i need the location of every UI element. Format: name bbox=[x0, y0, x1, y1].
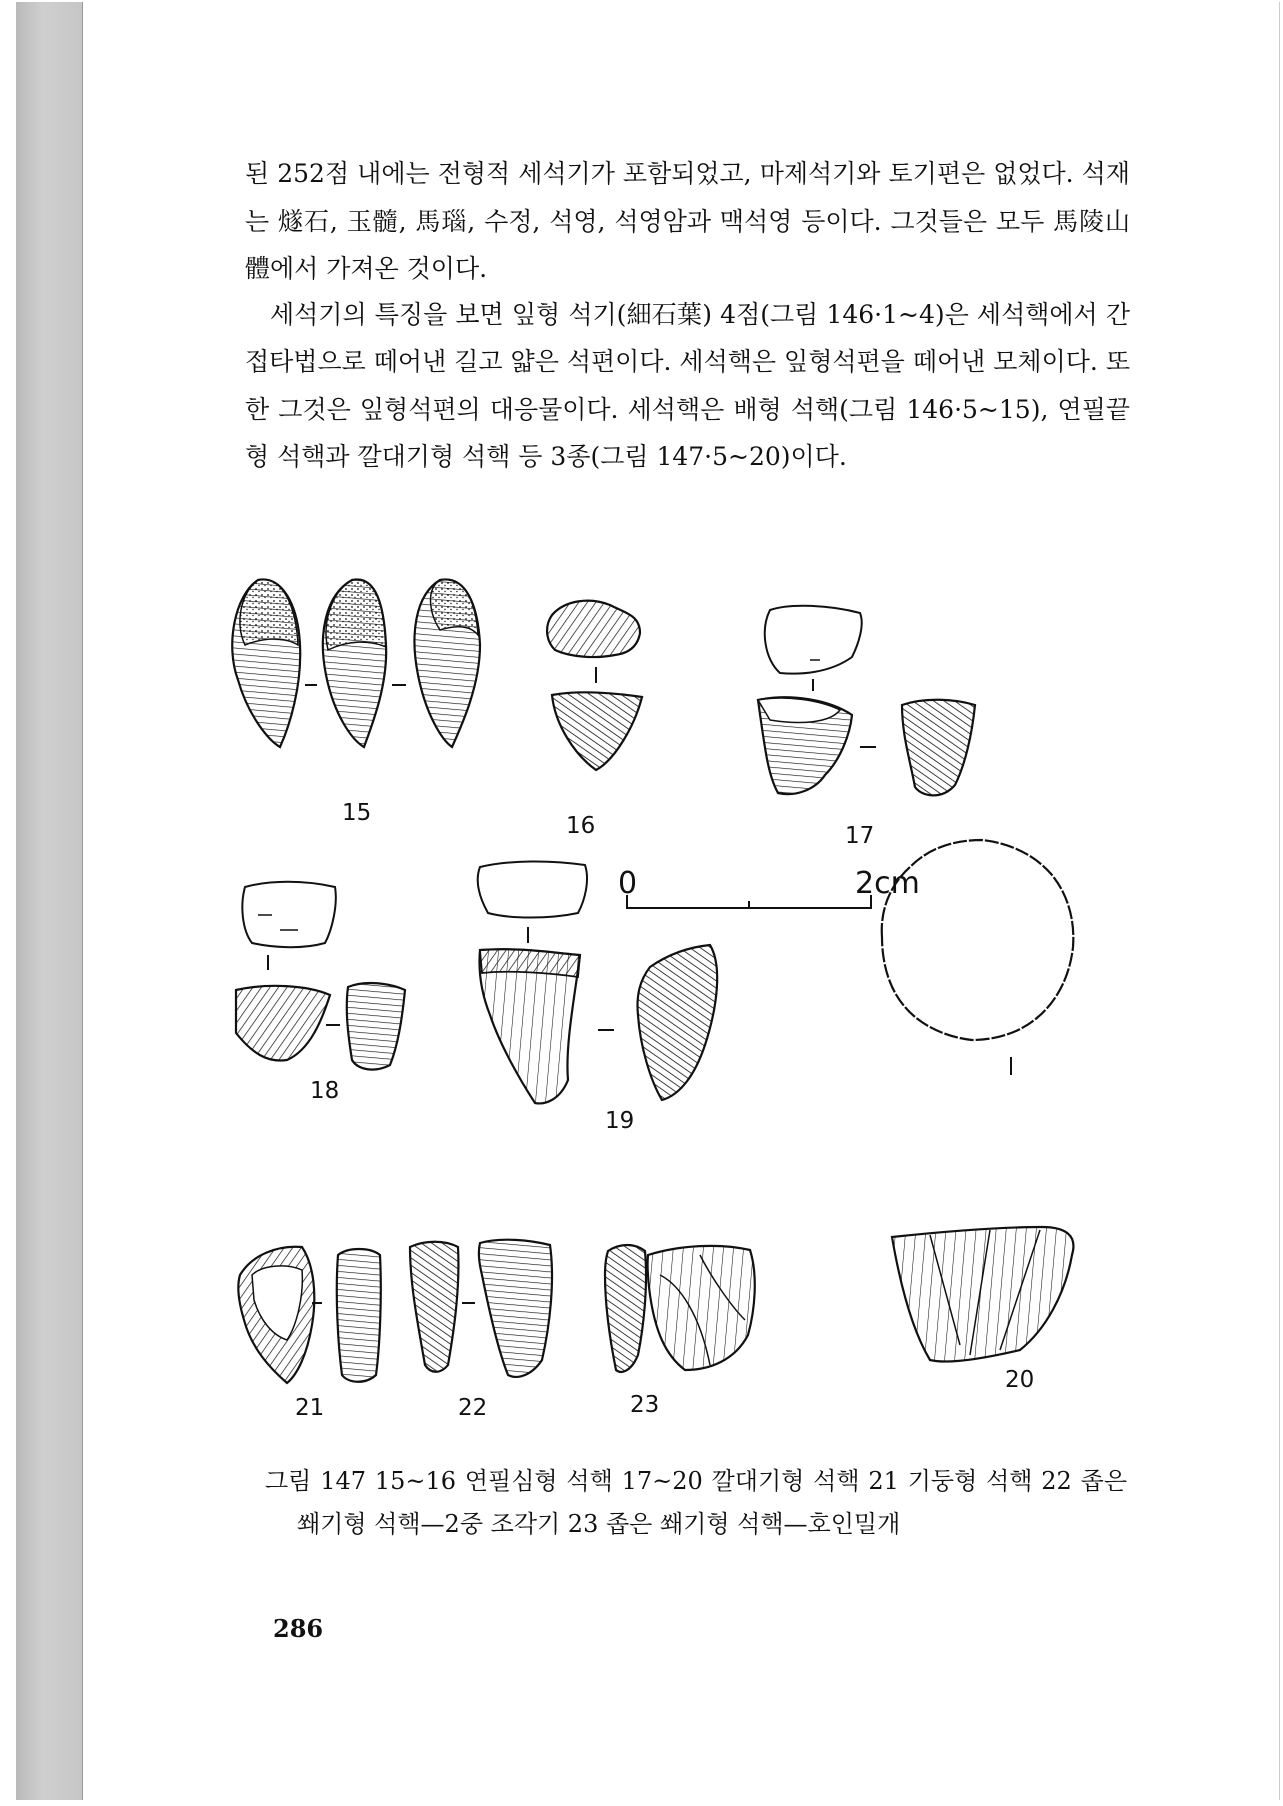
artifact-23 bbox=[605, 1245, 755, 1418]
label-17: 17 bbox=[845, 823, 875, 849]
stone-tool-figure bbox=[230, 575, 1150, 1455]
artifact-15 bbox=[232, 579, 480, 826]
artifact-18 bbox=[236, 882, 405, 1104]
page-number: 286 bbox=[273, 1614, 324, 1643]
paragraph-1: 된 252점 내에는 전형적 세석기가 포함되었고, 마제석기와 토기편은 없었다. 석재는 燧石, 玉髓, 馬瑙, 수정, 석영, 석영암과 맥석영 등이다. 그것들은 모두 馬陵山體에서 가져온 것이다. bbox=[245, 159, 1130, 283]
paragraph-2: 세석기의 특징을 보면 잎형 석기(細石葉) 4점(그림 146·1~4)은 세석핵에서 간접타법으로 떼어낸 길고 얇은 석편이다. 세석핵은 잎형석편을 떼어낸 모체이다. 또한 그것은 잎형석편의 대응물이다. 세석핵은 배형 석핵(그림 146·5~15), 연필끝형 석핵과 깔대기형 석핵 등 3종(그림 147·5~20)이다. bbox=[245, 299, 1130, 471]
scale-bar bbox=[618, 866, 920, 909]
body-text bbox=[245, 150, 1130, 481]
label-16: 16 bbox=[566, 813, 596, 839]
label-21: 21 bbox=[295, 1395, 325, 1421]
artifact-17 bbox=[758, 606, 975, 849]
artifact-21 bbox=[238, 1247, 380, 1421]
artifact-20 bbox=[882, 840, 1074, 1393]
artifact-16 bbox=[547, 601, 642, 839]
label-18: 18 bbox=[310, 1078, 340, 1104]
scale-start-label: 0 bbox=[618, 866, 638, 901]
scale-end-label: 2cm bbox=[855, 866, 920, 901]
figure-caption bbox=[265, 1460, 1127, 1546]
label-20: 20 bbox=[1005, 1367, 1035, 1393]
caption-text: 그림 147 15~16 연필심형 석핵 17~20 깔대기형 석핵 21 기둥형 석핵 22 좁은 쐐기형 석핵—2중 조각기 23 좁은 쐐기형 석핵—호인밀개 bbox=[265, 1467, 1127, 1538]
artifact-22 bbox=[410, 1240, 552, 1421]
label-23: 23 bbox=[630, 1392, 660, 1418]
book-spine bbox=[16, 2, 82, 1800]
label-22: 22 bbox=[458, 1395, 488, 1421]
label-19: 19 bbox=[605, 1108, 635, 1134]
label-15: 15 bbox=[342, 800, 372, 826]
artifact-19 bbox=[478, 861, 718, 1134]
